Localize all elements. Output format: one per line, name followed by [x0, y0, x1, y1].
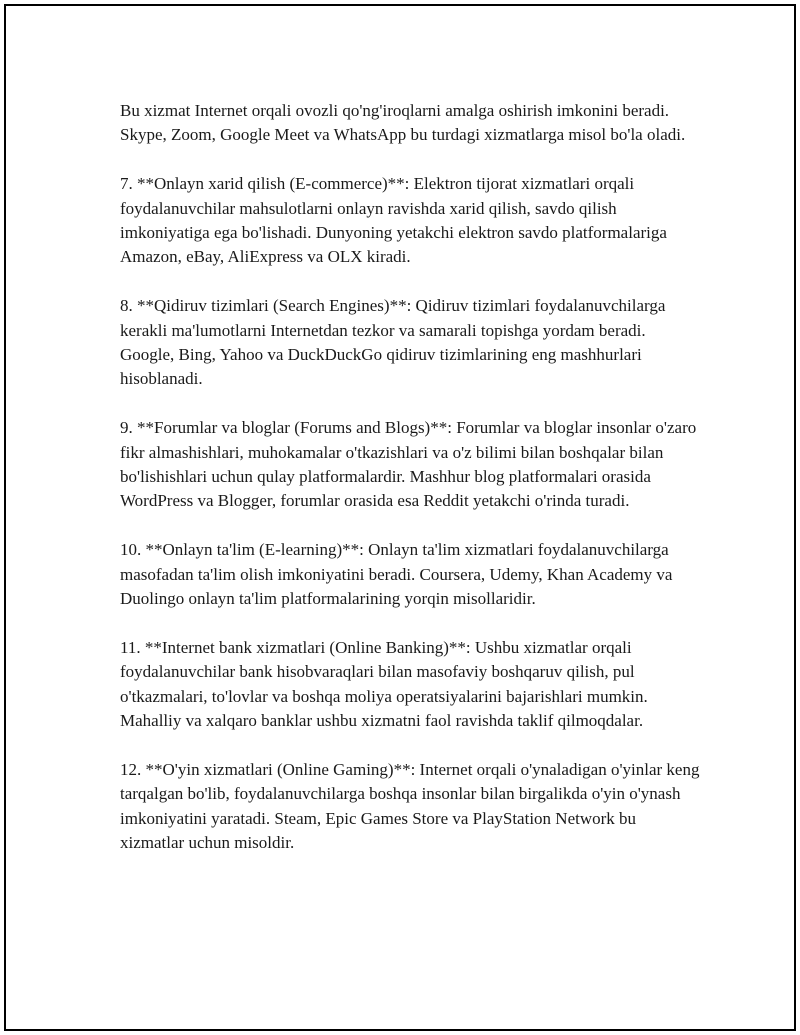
paragraph-online-banking: 11. **Internet bank xizmatlari (Online Banking)**: Ushbu xizmatlar orqali foydalanuvchilar bank hisobvaraqlari bilan masofaviy boshqaruv qilish, pul o'tkazmalari, to'lovlar va boshqa moliya operatsiyalarini bajarishlari mumkin. Mahalliy va xalqaro banklar ushbu xizmatni faol ravishda taklif qilmoqdalar. — [120, 637, 648, 731]
document-page — [4, 4, 796, 1031]
paragraph-voip: Bu xizmat Internet orqali ovozli qo'ng'iroqlarni amalga oshirish imkonini beradi. Skype, Zoom, Google Meet va WhatsApp bu turdagi xizmatlarga misol bo'la oladi. — [120, 101, 686, 145]
document-body — [120, 99, 700, 856]
paragraph-elearning: 10. **Onlayn ta'lim (E-learning)**: Onlayn ta'lim xizmatlari foydalanuvchilarga masofadan ta'lim olish imkoniyatini beradi. Coursera, Udemy, Khan Academy va Duolingo onlayn ta'lim platformalarining yorqin misollaridir. — [120, 540, 673, 609]
paragraph-online-gaming: 12. **O'yin xizmatlari (Online Gaming)**: Internet orqali o'ynaladigan o'yinlar keng tarqalgan bo'lib, foydalanuvchilarga boshqa insonlar bilan birgalikda o'yin o'ynash imkoniyatini yaratadi. Steam, Epic Games Store va PlayStation Network bu xizmatlar uchun misoldir. — [120, 759, 700, 853]
paragraph-forums-blogs: 9. **Forumlar va bloglar (Forums and Blogs)**: Forumlar va bloglar insonlar o'zaro fikr almashishlari, muhokamalar o'tkazishlari va o'z bilimi bilan boshqalar bilan bo'lishishlari uchun qulay platformalardir. Mashhur blog platformalari orasida WordPress va Blogger, forumlar orasida esa Reddit yetakchi o'rinda turadi. — [120, 418, 697, 511]
paragraph-search-engines: 8. **Qidiruv tizimlari (Search Engines)**: Qidiruv tizimlari foydalanuvchilarga kerakli ma'lumotlarni Internetdan tezkor va samarali topishga yordam beradi. Google, Bing, Yahoo va DuckDuckGo qidiruv tizimlarining eng mashhurlari hisoblanadi. — [120, 296, 666, 389]
paragraph-ecommerce: 7. **Onlayn xarid qilish (E-commerce)**: Elektron tijorat xizmatlari orqali foydalanuvchilar mahsulotlarni onlayn ravishda xarid qilish, savdo qilish imkoniyatiga ega bo'lishadi. Dunyoning yetakchi elektron savdo platformalariga Amazon, eBay, AliExpress va OLX kiradi. — [120, 174, 667, 267]
